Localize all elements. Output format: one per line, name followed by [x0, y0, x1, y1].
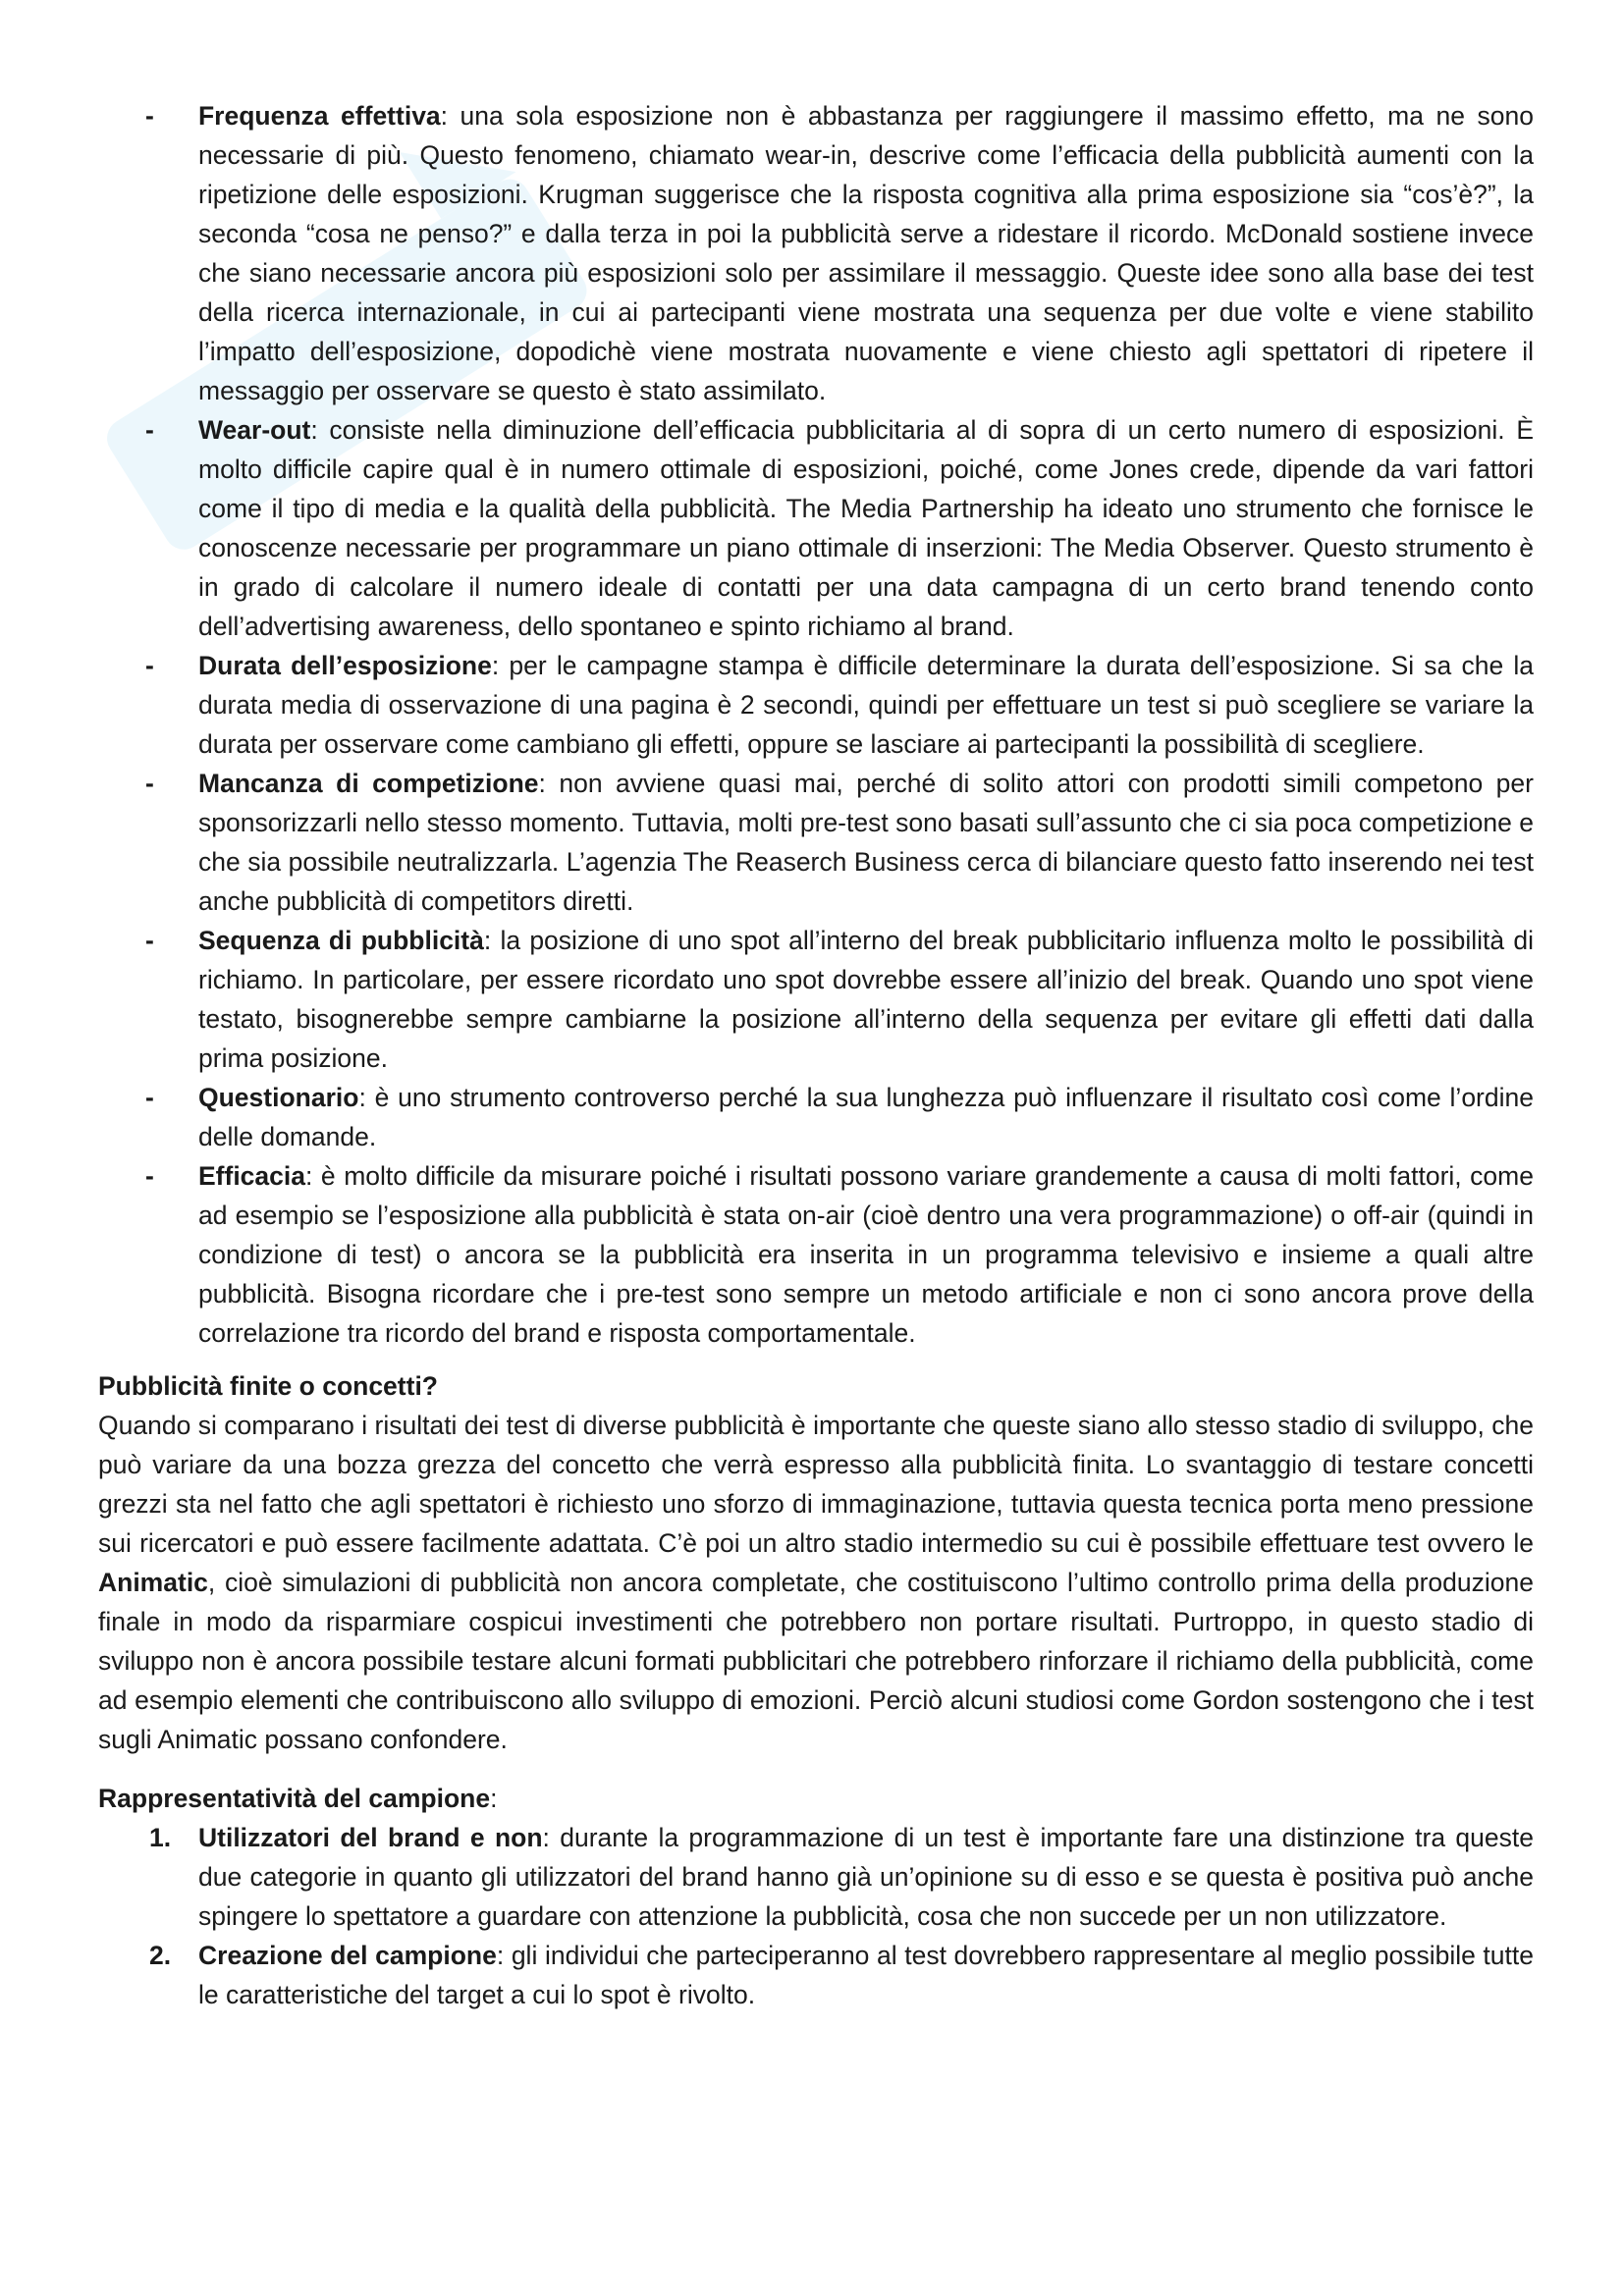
bullet-text: : non avviene quasi mai, perché di solito attori con prodotti simili competono per sponsorizzarli nello stesso momento. Tuttavia, molti pre-test sono basati sull’assunto che ci sia poca competizione e che sia possibile neutralizzarla. L’agenzia The Reaserch Business cerca di bilanciare questo fatto inserendo nei test anche pubblicità di competitors diretti.: [198, 769, 1534, 916]
bullet-item: [98, 96, 1534, 410]
numbered-list: [98, 1818, 1534, 2014]
section-finished-ads: [98, 1366, 1534, 1759]
item-text: : gli individui che parteciperanno al test dovrebbero rappresentare al meglio possibile tutte le caratteristiche del target a cui lo spot è rivolto.: [198, 1941, 1534, 2009]
bullet-item: [98, 1078, 1534, 1156]
bullet-text: : consiste nella diminuzione dell’efficacia pubblicitaria al di sopra di un certo numero di esposizioni. È molto difficile capire qual è in numero ottimale di esposizioni, poiché, come Jones crede, dipende da vari fattori come il tipo di media e la qualità della pubblicità. The Media Partnership ha ideato uno strumento che fornisce le conoscenze necessarie per programmare un piano ottimale di inserzioni: The Media Observer. Questo strumento è in grado di calcolare il numero ideale di contatti per una data campagna di un certo brand tenendo conto dell’advertising awareness, dello spontaneo e spinto richiamo al brand.: [198, 415, 1534, 641]
bullet-list: [98, 96, 1534, 1353]
bullet-text: : una sola esposizione non è abbastanza per raggiungere il massimo effetto, ma ne sono necessarie di più. Questo fenomeno, chiamato wear-in, descrive come l’efficacia della pubblicità aumenti con la ripetizione delle esposizioni. Krugman suggerisce che la risposta cognitiva alla prima esposizione sia “cos’è?”, la seconda “cosa ne penso?” e dalla terza in poi la pubblicità serve a ridestare il ricordo. McDonald sostiene invece che siano necessarie ancora più esposizioni solo per assimilare il messaggio. Queste idee sono alla base dei test della ricerca internazionale, in cui ai partecipanti viene mostrata una sequenza per due volte e viene stabilito l’impatto dell’esposizione, dopodichè viene mostrata nuovamente e viene chiesto agli spettatori di ripetere il messaggio per osservare se questo è stato assimilato.: [198, 101, 1534, 405]
paragraph-text-after: , cioè simulazioni di pubblicità non ancora completate, che costituiscono l’ultimo controllo prima della produzione finale in modo da risparmiare cospicui investimenti che potrebbero non portare risultati. Purtroppo, in questo stadio di sviluppo non è ancora possibile testare alcuni formati pubblicitari che potrebbero rinforzare il richiamo della pubblicità, come ad esempio elementi che contribuiscono allo sviluppo di emozioni. Perciò alcuni studiosi come Gordon sostengono che i test sugli Animatic possano confondere.: [98, 1568, 1534, 1754]
bullet-item: [98, 410, 1534, 646]
section-heading: Pubblicità finite o concetti?: [98, 1371, 438, 1401]
bullet-text: : è molto difficile da misurare poiché i risultati possono variare grandemente a causa di molti fattori, come ad esempio se l’esposizione alla pubblicità è stata on-air (cioè dentro una vera programmazione) o off-air (quindi in condizione di test) o ancora se la pubblicità era inserita in un programma televisivo e insieme a quali altre pubblicità. Bisogna ricordare che i pre-test sono sempre un metodo artificiale e non ci sono ancora prove della correlazione tra ricordo del brand e risposta comportamentale.: [198, 1161, 1534, 1348]
item-term: Creazione del campione: [198, 1941, 497, 1970]
bullet-text: : è uno strumento controverso perché la sua lunghezza può influenzare il risultato così come l’ordine delle domande.: [198, 1083, 1534, 1151]
item-text: : durante la programmazione di un test è importante fare una distinzione tra queste due categorie in quanto gli utilizzatori del brand hanno già un’opinione su di esso e se questa è positiva può anche spingere lo spettatore a guardare con attenzione la pubblicità, cosa che non succede per un non utilizzatore.: [198, 1823, 1534, 1931]
section-heading-suffix: :: [490, 1784, 498, 1813]
item-number: 1.: [149, 1823, 172, 1852]
item-term: Utilizzatori del brand e non: [198, 1823, 543, 1852]
numbered-item: [98, 1936, 1534, 2014]
bullet-item: [98, 646, 1534, 764]
bullet-term: Sequenza di pubblicità: [198, 926, 484, 955]
document-body: [98, 96, 1534, 2014]
bullet-term: Mancanza di competizione: [198, 769, 539, 798]
bullet-term: Efficacia: [198, 1161, 306, 1191]
bullet-term: Questionario: [198, 1083, 359, 1112]
section-paragraph: [98, 1406, 1534, 1759]
bullet-item: [98, 764, 1534, 921]
section-sample: [98, 1779, 1534, 2014]
bullet-text: : la posizione di uno spot all’interno del break pubblicitario influenza molto le possibilità di richiamo. In particolare, per essere ricordato uno spot dovrebbe essere all’inizio del break. Quando uno spot viene testato, bisognerebbe sempre cambiarne la posizione all’interno della sequenza per evitare gli effetti dati dalla prima posizione.: [198, 926, 1534, 1073]
numbered-item: [98, 1818, 1534, 1936]
bullet-term: Frequenza effettiva: [198, 101, 441, 131]
bullet-term: Durata dell’esposizione: [198, 651, 492, 680]
section-heading-line: [98, 1779, 1534, 1818]
paragraph-text-before: Quando si comparano i risultati dei test di diverse pubblicità è importante che queste siano allo stesso stadio di sviluppo, che può variare da una bozza grezza del concetto che verrà espresso alla pubblicità finita. Lo svantaggio di testare concetti grezzi sta nel fatto che agli spettatori è richiesto uno sforzo di immaginazione, tuttavia questa tecnica porta meno pressione sui ricercatori e può essere facilmente adattata. C’è poi un altro stadio intermedio su cui è possibile effettuare test ovvero le: [98, 1411, 1534, 1558]
bullet-term: Wear-out: [198, 415, 311, 445]
animatic-term: Animatic: [98, 1568, 208, 1597]
bullet-item: [98, 1156, 1534, 1353]
item-number: 2.: [149, 1941, 172, 1970]
section-heading: Rappresentatività del campione: [98, 1784, 491, 1813]
bullet-text: : per le campagne stampa è difficile determinare la durata dell’esposizione. Si sa che la durata media di osservazione di una pagina è 2 secondi, quindi per effettuare un test si può scegliere se variare la durata per osservare come cambiano gli effetti, oppure se lasciare ai partecipanti la possibilità di scegliere.: [198, 651, 1534, 759]
bullet-item: [98, 921, 1534, 1078]
